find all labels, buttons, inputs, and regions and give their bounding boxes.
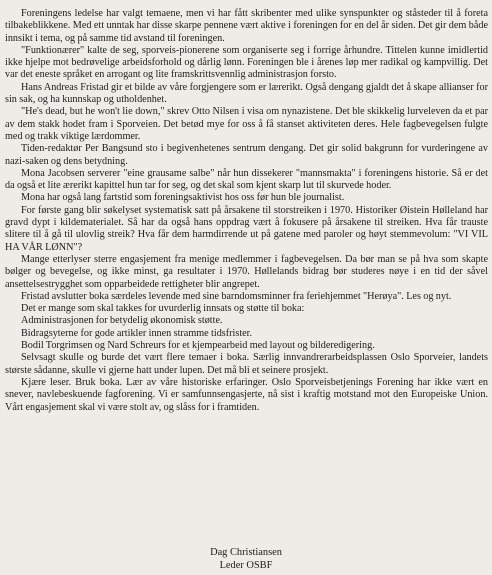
paragraph: Det er mange som skal takkes for uvurderlig innsats og støtte til boka: bbox=[21, 303, 305, 315]
paragraph: For første gang blir søkelyset systematisk satt på årsakene til storstreiken i 1970. Historiker Øistein Hølleland har gravd dypt i kildematerialet. Så har da også hans oppdrag vært å fokusere på årsakene til streiken. Hva får trauste slitere til å gå til ulovlig streik? Hva får dem harmdirrende ut på gatene med paroler og høyt stemmevolum: "VI VIL HA VÅR LØNN"? bbox=[5, 204, 488, 253]
signature-block bbox=[0, 546, 492, 572]
paragraph: Mange etterlyser sterre engasjement fra menige medlemmer i fagbevegelsen. Da bør man se på hva som skapte bølger og bevegelse, og ikke minst, ga resultater i 1970. Høllelands bidrag bør studeres nøye i en tid der såvel ansettelsestrygghet som opparbeidede rettigheter blir angrepet. bbox=[5, 253, 488, 290]
paragraph: Bidragsyterne for gode artikler innen stramme tidsfrister. bbox=[21, 327, 253, 339]
paragraph: Administrasjonen for betydelig økonomisk støtte. bbox=[21, 315, 223, 327]
paragraph: Mona Jacobsen serverer "eine grausame salbe" når hun dissekerer "mannsmakta" i foreningens historie. Så er det da også et lite ærerikt kapittel hun tar for seg, og det skal som kjent skarp lut til skurvede hoder. bbox=[5, 167, 488, 192]
paragraph: Hans Andreas Fristad gir et bilde av våre forgjengere som er lærerikt. Også dengang gjaldt det å skape allianser for sin sak, og ha kunnskap og utholdenhet. bbox=[5, 81, 488, 106]
paragraph: "Funktionærer" kalte de seg, sporveis-pionerene som organiserte seg i forrige århundre. Tittelen kunne imidlertid ikke hjelpe mot bedrøvelige arbeidsforhold og dårlig lønn. Foreningen ble i årenes løp mer radikal og kampvillig. Det var det eneste språket en arrogant og lite framskrittsvennlig administrasjon forsto. bbox=[5, 44, 488, 81]
paragraph: Fristad avslutter boka særdeles levende med sine barndomsminner fra feriehjemmet "Herøya". Les og nyt. bbox=[21, 290, 452, 302]
paragraph: Tiden-redaktør Per Bangsund sto i begivenhetenes sentrum dengang. Det gir solid bakgrunn for vurderingene av nazi-saken og dens betydning. bbox=[5, 143, 488, 167]
signature-title: Leder OSBF bbox=[219, 560, 273, 571]
paragraph: Foreningens ledelse har valgt temaene, men vi har fått skribenter med ulike synspunkter og ståsteder til å foreta tilbakeblikkene. Med ett unntak har disse skarpe pennene vært aktive i foreningen for en del år siden. Det gir dem både innsikt i tema, og på samme tid avstand til foreningen. bbox=[5, 8, 488, 44]
paragraph: Selvsagt skulle og burde det vært flere temaer i boka. Særlig innvandrerarbeidsplassen Oslo Sporveier, landets største sådanne, skulle vi gjerne hatt under lupen. Det må bli et seinere prosjekt. bbox=[5, 352, 488, 376]
document-body bbox=[5, 8, 488, 414]
paragraph: "He's dead, but he won't lie down," skrev Otto Nilsen i visa om nynazistene. Det ble skikkelig lurveleven da et par av dem stakk hodet fram i Sporveien. Det betød mye for oss å få stanset aktiviteten deres. Hele fagbevegelsen fulgte med og trakk viktige lærdommer. bbox=[5, 106, 488, 142]
paragraph: Bodil Torgrimsen og Nard Schreurs for et kjempearbeid med layout og bilderedigering. bbox=[21, 340, 375, 352]
signature-name: Dag Christiansen bbox=[210, 547, 282, 558]
paragraph: Mona har også lang fartstid som foreningsaktivist hos oss før hun ble journalist. bbox=[21, 192, 345, 204]
paragraph: Kjære leser. Bruk boka. Lær av våre historiske erfaringer. Oslo Sporveisbetjenings Forening har ikke vært en snever, navlebeskuende fagforening. Vi er samfunnsengasjerte, nå sist i kraftig motstand mot den Europeiske Union. Vårt engasjement skal vi være stolt av, og slåss for i framtiden. bbox=[5, 376, 488, 413]
